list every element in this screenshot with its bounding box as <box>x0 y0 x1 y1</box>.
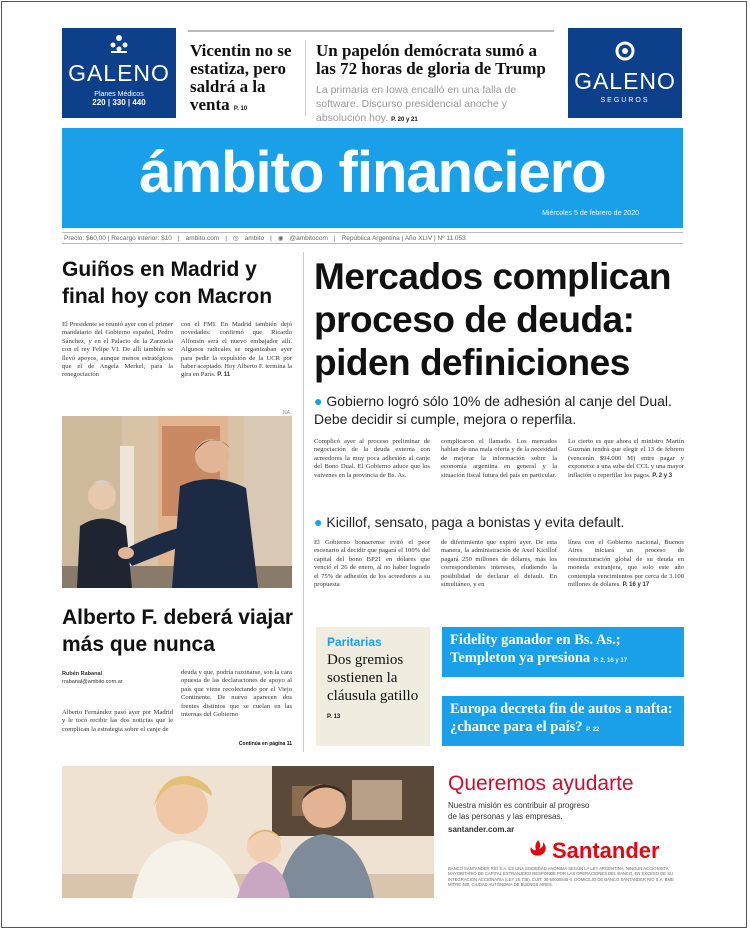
galeno-seguros-brand: GALENO <box>574 68 676 94</box>
masthead-title: ámbito financiero <box>139 140 606 205</box>
byline <box>62 670 172 686</box>
santander-brand: Santander <box>552 838 660 863</box>
family-photo-drawing <box>62 766 434 898</box>
galeno-line2: 220 | 330 | 440 <box>92 98 146 107</box>
galeno-seguros-subline: SEGUROS <box>600 97 650 104</box>
family-photo <box>62 766 434 898</box>
main-headline[interactable]: Mercados complican proceso de deuda: piden definiciones <box>314 256 672 383</box>
byline-name: Rubén Rabanal <box>62 671 103 677</box>
dual-col1: Complicó ayer al proceso preliminar de negociación de la deuda externa con acreedores la muy poca adhesión al canje del Bono Dual. El Gobierno aduce que los vaivenes en la provincia de Bs. As. <box>314 438 430 479</box>
paritarias-kicker: Paritarias <box>327 635 382 649</box>
trump-headline: Un papelón demócrata sumó a las 72 horas de gloria de Trump <box>316 41 546 78</box>
galeno-line1: Planes Médicos <box>94 91 144 98</box>
santander-ad[interactable] <box>62 766 684 898</box>
bullet-dot-icon: ● <box>314 514 323 530</box>
leaders-photo-drawing <box>62 416 292 588</box>
kicillof-col3: línea con el Gobierno nacional, Buenos Aires iniciará un proceso de reestructuración global de su deuda en moneda extranjera, que solo este año contempla vencimientos por cerca de 3.100 millones de dólares. P. 16 y 17 <box>568 539 684 589</box>
kicillof-col2: de diferimiento que expiró ayer. De esta manera, la administración de Axel Kicillof pagará 250 millones de dólares, más los correspondientes intereses, eludiendo la posibilidad de declarar el default. En simultáneo, y en <box>441 539 557 589</box>
trump-body: La primaria en Iowa encalló en una falla de software. Discurso presidencial anoche y absolución hoy. P. 20 y 21 <box>316 84 517 124</box>
galeno-seguros-ad[interactable] <box>568 28 682 118</box>
edition-meta: República Argentina | Año XLIV | Nº 11.053 <box>341 234 466 242</box>
galeno-ad-left[interactable] <box>62 28 176 118</box>
ad-text: Nuestra misión es contribuir al progreso de las personas y las empresas. <box>448 801 590 821</box>
santander-logo <box>528 838 660 864</box>
vicentin-headline[interactable]: Vicentin no se estatiza, pero saldrá a la venta P. 10 <box>190 41 292 114</box>
madrid-col2: con el FMI. En Madrid también dejó novedades: confirmó que Ricardo Alfonsín será el nuevo embajador allí. Algunos radicales se organizaban ayer para pedir la expulsión de la UCR por haber aceptado. Hoy Alberto F. termina la gira en París. P. 11 <box>181 321 292 379</box>
santander-flame-icon <box>528 839 548 864</box>
bullet-dual: ● Gobierno logró sólo 10% de adhesión al canje del Dual. Debe decidir si cumple, mejora o reperfila. <box>314 393 672 427</box>
fidelity-box[interactable]: Fidelity ganador en Bs. As.; Templeton ya presiona P. 2, 16 y 17 <box>442 627 684 677</box>
europa-box[interactable]: Europa decreta fin de autos a nafta: ¿chance para el país? P. 22 <box>442 696 684 746</box>
ad-title: Queremos ayudarte <box>448 772 634 795</box>
ad-legal: BANCO SANTANDER RÍO S.A. ES UNA SOCIEDAD ANÓNIMA SEGÚN LA LEY ARGENTINA. NINGÚN ACCIONISTA MAYORITARIO DE CAPITAL EXTRANJERO RESPONDE POR LAS OPERACIONES DEL BANCO, EN EXCESO DE SU INTEGRACIÓN ACCIONARIA (LEY 25.738). CUIT: 30-50000845-4. DOMICILIO DE BANCO SANTANDER RÍO S.A: BME MITRE 480, CIUDAD AUTÓNOMA DE BUENOS AIRES. <box>448 866 674 888</box>
byline-email: rrabanal@ambito.com.ar <box>62 679 123 685</box>
price-info: Precio: $60,00 | Recargo interior: $10 <box>64 234 172 242</box>
alberto-col1: Alberto Fernández pasó ayer por Madrid y le tocó recibir las dos noticias que le complican la estrategia sobre el canje de <box>62 709 173 733</box>
column-divider <box>303 252 304 752</box>
madrid-headline[interactable]: Guiños en Madrid y final hoy con Macron <box>62 258 273 308</box>
alberto-headline[interactable]: Alberto F. deberá viajar más que nunca <box>62 606 294 656</box>
twitter-icon: ◉ <box>277 235 284 242</box>
kicillof-col1: El Gobierno bonaerense evitó el peor escenario al decidir que pagará el 100% del capital del bono BP21 en dólares que venció el 26 de enero, al no haber logrado el 75% de adhesión de los acreedores a su propuesta <box>314 539 430 589</box>
photo-credit: NA <box>283 410 290 416</box>
instagram-icon: ◎ <box>232 235 239 242</box>
ad-url[interactable]: santander.com.ar <box>448 825 515 834</box>
social1-link[interactable]: ambito <box>244 234 265 242</box>
bullet-kicillof: ● Kicillof, sensato, paga a bonistas y evita default. <box>314 514 625 530</box>
continues-link[interactable]: Continúa en página 11 <box>238 741 292 747</box>
galeno-brand: GALENO <box>68 60 170 86</box>
alberto-col2: deuda y que, podría razonarse, son la cara opuesta de las declaraciones de apoyo al país que viene recolectando por el Viejo Continente. De nuevo aparecen dos frentes distintos que se cuelan en las internas del Gobierno <box>181 669 292 719</box>
paritarias-box[interactable] <box>316 627 430 746</box>
info-bar: Precio: $60,00 | Recargo interior: $10 | ambito.com | ◎ ambito | ◉ @ambitocom | República Argentina | Año XLIV | Nº 11.053 <box>62 232 683 244</box>
leaders-photo <box>62 416 292 588</box>
paritarias-headline: Dos gremios sostienen la cláusula gatillo P. 13 <box>327 652 419 720</box>
masthead[interactable] <box>62 128 683 228</box>
galeno-symbol-icon <box>62 34 176 58</box>
divider <box>305 40 306 116</box>
galeno-seguros-icon <box>568 40 682 66</box>
masthead-date: Miércoles 5 de febrero de 2020 <box>542 210 639 217</box>
site-link[interactable]: ambito.com <box>185 234 220 242</box>
bullet-dot-icon: ● <box>314 393 323 409</box>
social2-link[interactable]: @ambitocom <box>289 234 328 242</box>
dual-col2: complicaron el llamado. Los mercados hablan de una mala oferta y de la necesidad de mejorar la información sobre la economía argentina en general y la situación fiscal futura del país en particular. <box>441 438 557 479</box>
dual-col3: Lo cierto es que ahora el ministro Martín Guzmán tendrá que elegir el 13 de febrero (vencerán $94.000 M) entre pagar y exponerse a una suba del CCL y una mayor inflación o reperfilar los pagos. P. 2 y 3 <box>568 438 684 479</box>
madrid-col1: El Presidente se reunió ayer con el primer mandatario del Gobierno español, Pedro Sánchez, y en el Palacio de la Zarzuela con el rey Felipe VI. De allí también se llevó apoyos, aunque menos estratégicos que el de Angela Merkel, para la renegociación <box>62 321 173 379</box>
trump-story[interactable] <box>316 42 556 127</box>
top-rule <box>188 30 554 32</box>
